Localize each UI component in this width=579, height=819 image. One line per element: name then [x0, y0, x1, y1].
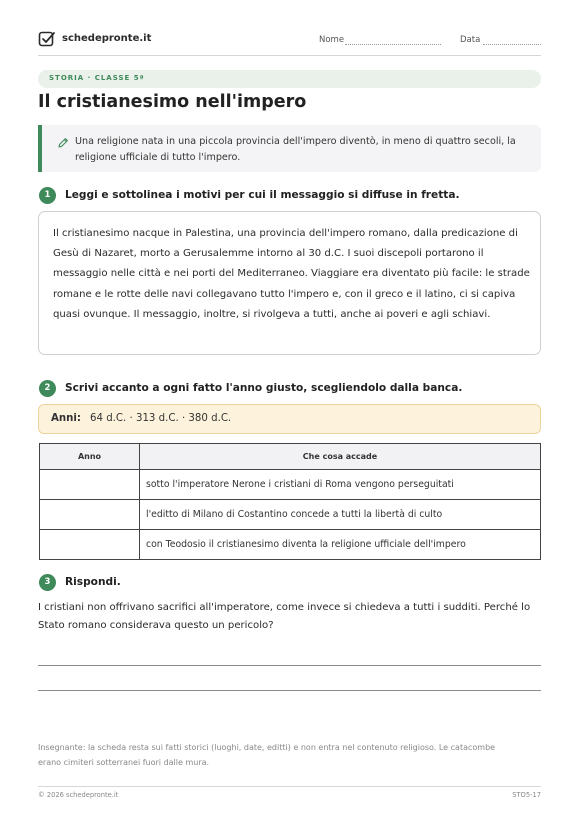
copyright-text: © 2026 schedepronte.it	[38, 791, 119, 799]
word-bank-label: Anni:	[51, 413, 81, 424]
word-bank	[38, 404, 541, 434]
answer-line[interactable]	[38, 690, 541, 691]
step-number-badge: 3	[39, 574, 56, 591]
intro-callout	[38, 125, 541, 172]
year-answer-cell[interactable]	[40, 500, 140, 530]
reading-box	[38, 211, 541, 355]
event-cell: con Teodosio il cristianesimo diventa la religione ufficiale dell'impero	[140, 530, 541, 560]
intro-text: Una religione nata in una piccola provincia dell'impero diventò, in meno di quattro secoli, la religione ufficiale di tutto l'impero.	[75, 136, 516, 163]
worksheet-code: STO5-17	[512, 791, 541, 799]
event-cell: l'editto di Milano di Costantino concede a tutti la libertà di culto	[140, 500, 541, 530]
year-answer-cell[interactable]	[40, 470, 140, 500]
word-bank-values: 64 d.C. · 313 d.C. · 380 d.C.	[90, 413, 232, 424]
pencil-icon	[57, 137, 69, 149]
year-answer-cell[interactable]	[40, 530, 140, 560]
checkbox-logo-icon	[38, 30, 56, 48]
step-number-badge: 1	[39, 187, 56, 204]
name-label: Nome	[319, 35, 345, 45]
step-2-instruction: Scrivi accanto a ogni fatto l'anno giusto, scegliendolo dalla banca.	[65, 382, 463, 394]
teacher-note: Insegnante: la scheda resta sui fatti storici (luoghi, date, editti) e non entra nel contenuto religioso. Le catacombe erano cimiteri sotterranei fuori dalle mura.	[38, 743, 496, 767]
subject-tag	[38, 70, 541, 88]
question-text: I cristiani non offrivano sacrifici all'imperatore, come invece si chiedeva a tutti i sudditi. Perché lo Stato romano considerava questo un pericolo?	[38, 602, 531, 631]
page-header	[38, 30, 541, 56]
step-3-heading	[38, 573, 541, 593]
answer-line[interactable]	[38, 665, 541, 666]
column-header-event: Che cosa accade	[140, 444, 541, 470]
step-number-badge: 2	[39, 380, 56, 397]
table-row	[40, 530, 541, 560]
table-header-row	[40, 444, 541, 470]
step-1-instruction: Leggi e sottolinea i motivi per cui il messaggio si diffuse in fretta.	[65, 189, 460, 201]
reading-text[interactable]: Il cristianesimo nacque in Palestina, una provincia dell'impero romano, dalla predicazione di Gesù di Nazaret, morto a Gerusalemme intorno al 30 d.C. I suoi discepoli portarono il messaggio nelle città e nei porti del Mediterraneo. Viaggiare era diventato più facile: le strade romane e le rotte delle navi collegavano tutto l'impero e, con il greco e il latino, ci si capiva quasi ovunque. Il messaggio, inoltre, si rivolgeva a tutti, anche ai poveri e agli schiavi.	[53, 228, 530, 320]
step-3-instruction: Rispondi.	[65, 576, 121, 588]
date-field[interactable]	[483, 44, 541, 45]
event-cell: sotto l'imperatore Nerone i cristiani di Roma vengono perseguitati	[140, 470, 541, 500]
table-row	[40, 500, 541, 530]
subject-tag-label: STORIA · CLASSE 5ª	[49, 74, 145, 82]
date-label: Data	[460, 35, 481, 45]
step-1-heading	[38, 186, 541, 206]
step-2-heading	[38, 379, 541, 399]
brand-name: schedepronte.it	[62, 33, 152, 44]
table-row	[40, 470, 541, 500]
dates-table	[39, 443, 541, 560]
name-field[interactable]	[345, 44, 441, 45]
page-footer	[38, 786, 541, 799]
column-header-year: Anno	[40, 444, 140, 470]
page-title: Il cristianesimo nell'impero	[38, 92, 307, 112]
